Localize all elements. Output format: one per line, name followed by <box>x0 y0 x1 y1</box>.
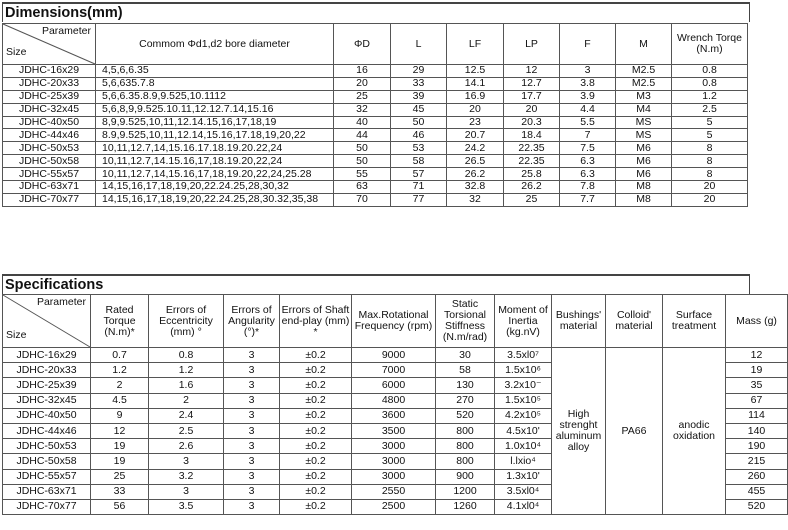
size-cell: JDHC-40x50 <box>3 408 91 423</box>
bore-diameter-cell: 5,6,6.35.8.9,9.525,10.1112 <box>96 90 334 103</box>
dimensions-table <box>2 23 748 207</box>
value-cell: 2500 <box>352 499 436 514</box>
specifications-table <box>2 294 788 515</box>
value-cell: 3.5xl0⁴ <box>495 484 552 499</box>
value-cell: 32.8 <box>447 181 504 194</box>
value-cell: 2.5 <box>672 103 748 116</box>
value-cell: 1260 <box>436 499 495 514</box>
column-header: LP <box>504 24 560 65</box>
value-cell: 2.6 <box>149 439 224 454</box>
value-cell: M3 <box>616 90 672 103</box>
value-cell: 3.2 <box>149 469 224 484</box>
value-cell: 20 <box>672 181 748 194</box>
value-cell: 12.5 <box>447 65 504 78</box>
value-cell: 2.4 <box>149 408 224 423</box>
value-cell: 1200 <box>436 484 495 499</box>
value-cell: ±0.2 <box>280 348 352 363</box>
column-header: Mass (g) <box>726 295 788 348</box>
bore-diameter-cell: 5,6,8,9,9.525.10.11,12.12.7.14,15.16 <box>96 103 334 116</box>
value-cell: 30 <box>436 348 495 363</box>
value-cell: 0.8 <box>149 348 224 363</box>
table-row <box>3 116 748 129</box>
bore-diameter-cell: 14,15,16,17,18,19,20,22.24.25,28,30,32 <box>96 181 334 194</box>
value-cell: ±0.2 <box>280 454 352 469</box>
table-row <box>3 90 748 103</box>
value-cell: 3 <box>224 393 280 408</box>
size-cell: JDHC-70x77 <box>3 499 91 514</box>
value-cell: 22.35 <box>504 142 560 155</box>
value-cell: MS <box>616 129 672 142</box>
mass-cell: 215 <box>726 454 788 469</box>
column-header: M <box>616 24 672 65</box>
value-cell: 23 <box>447 116 504 129</box>
value-cell: 9000 <box>352 348 436 363</box>
value-cell: ±0.2 <box>280 423 352 438</box>
value-cell: 24.2 <box>447 142 504 155</box>
value-cell: 3 <box>224 469 280 484</box>
value-cell: 50 <box>334 142 391 155</box>
column-header: Errors of Angularity (°)* <box>224 295 280 348</box>
value-cell: 33 <box>91 484 149 499</box>
value-cell: M6 <box>616 155 672 168</box>
size-cell: JDHC-44x46 <box>3 129 96 142</box>
value-cell: 7000 <box>352 363 436 378</box>
table-row <box>3 348 788 363</box>
column-header: LF <box>447 24 504 65</box>
value-cell: 3 <box>224 348 280 363</box>
value-cell: M8 <box>616 193 672 206</box>
bore-diameter-cell: 10,11,12.7,14,15.16,17,18,19.20,22,24,25.28 <box>96 168 334 181</box>
bore-diameter-cell: 5,6,635.7.8 <box>96 77 334 90</box>
size-cell: JDHC-32x45 <box>3 393 91 408</box>
mass-cell: 520 <box>726 499 788 514</box>
value-cell: 4.2x10⁵ <box>495 408 552 423</box>
value-cell: 40 <box>334 116 391 129</box>
value-cell: 3.8 <box>560 77 616 90</box>
value-cell: 4.5x10' <box>495 423 552 438</box>
value-cell: ±0.2 <box>280 484 352 499</box>
value-cell: 19 <box>91 439 149 454</box>
value-cell: 25 <box>334 90 391 103</box>
size-cell: JDHC-40x50 <box>3 116 96 129</box>
value-cell: 20.3 <box>504 116 560 129</box>
value-cell: M2.5 <box>616 65 672 78</box>
size-cell: JDHC-55x57 <box>3 168 96 181</box>
value-cell: 2 <box>149 393 224 408</box>
size-cell: JDHC-50x53 <box>3 439 91 454</box>
value-cell: 4800 <box>352 393 436 408</box>
column-header: F <box>560 24 616 65</box>
value-cell: 4.5 <box>91 393 149 408</box>
bore-diameter-cell: 10,11,12.7,14,15.16.17.18.19.20.22,24 <box>96 142 334 155</box>
column-header: Surface treatment <box>663 295 726 348</box>
value-cell: 50 <box>391 116 447 129</box>
column-header: Errors of Shaft end-play (mm) * <box>280 295 352 348</box>
value-cell: M6 <box>616 168 672 181</box>
value-cell: 16.9 <box>447 90 504 103</box>
size-cell: JDHC-63x71 <box>3 484 91 499</box>
value-cell: 3000 <box>352 454 436 469</box>
value-cell: 56 <box>91 499 149 514</box>
value-cell: 32 <box>447 193 504 206</box>
value-cell: 130 <box>436 378 495 393</box>
value-cell: 44 <box>334 129 391 142</box>
value-cell: 55 <box>334 168 391 181</box>
value-cell: 63 <box>334 181 391 194</box>
value-cell: 20 <box>504 103 560 116</box>
column-header: Commom Φd1,d2 bore diameter <box>96 24 334 65</box>
size-cell: JDHC-16x29 <box>3 348 91 363</box>
value-cell: 33 <box>391 77 447 90</box>
value-cell: ±0.2 <box>280 499 352 514</box>
dimensions-title: Dimensions(mm) <box>2 2 750 22</box>
value-cell: 12 <box>504 65 560 78</box>
value-cell: 8 <box>672 142 748 155</box>
value-cell: 39 <box>391 90 447 103</box>
value-cell: M4 <box>616 103 672 116</box>
table-row <box>3 155 748 168</box>
size-cell: JDHC-50x53 <box>3 142 96 155</box>
value-cell: 20 <box>447 103 504 116</box>
value-cell: 1.3x10' <box>495 469 552 484</box>
value-cell: 6.3 <box>560 168 616 181</box>
column-header: ΦD <box>334 24 391 65</box>
mass-cell: 455 <box>726 484 788 499</box>
table-row <box>3 65 748 78</box>
value-cell: 26.2 <box>504 181 560 194</box>
column-header: Colloid' material <box>606 295 663 348</box>
column-header: Errors of Eccentricity (mm) ° <box>149 295 224 348</box>
bore-diameter-cell: 4,5,6,6.35 <box>96 65 334 78</box>
mass-cell: 140 <box>726 423 788 438</box>
value-cell: 25 <box>504 193 560 206</box>
mass-cell: 35 <box>726 378 788 393</box>
value-cell: 1.2 <box>672 90 748 103</box>
value-cell: 18.4 <box>504 129 560 142</box>
value-cell: 8 <box>672 168 748 181</box>
column-header: Static Torsional Stiffness (N.m/rad) <box>436 295 495 348</box>
value-cell: 3.9 <box>560 90 616 103</box>
value-cell: 3 <box>224 378 280 393</box>
value-cell: 900 <box>436 469 495 484</box>
value-cell: 3600 <box>352 408 436 423</box>
table-row <box>3 181 748 194</box>
value-cell: 4.1xl0⁴ <box>495 499 552 514</box>
value-cell: 3 <box>149 484 224 499</box>
value-cell: 0.8 <box>672 77 748 90</box>
value-cell: 12.7 <box>504 77 560 90</box>
value-cell: 3 <box>224 439 280 454</box>
size-cell: JDHC-20x33 <box>3 77 96 90</box>
value-cell: 3000 <box>352 439 436 454</box>
surface-treatment-cell: anodic oxidation <box>663 348 726 515</box>
size-cell: JDHC-55x57 <box>3 469 91 484</box>
value-cell: 7.5 <box>560 142 616 155</box>
value-cell: ±0.2 <box>280 469 352 484</box>
value-cell: 7.7 <box>560 193 616 206</box>
value-cell: 25.8 <box>504 168 560 181</box>
bushings-material-cell: High strenght aluminum alloy <box>552 348 606 515</box>
value-cell: 26.2 <box>447 168 504 181</box>
value-cell: 70 <box>334 193 391 206</box>
bore-diameter-cell: 8.9,9.525,10,11,12.14,15.16,17.18,19,20,22 <box>96 129 334 142</box>
table-row <box>3 142 748 155</box>
size-cell: JDHC-70x77 <box>3 193 96 206</box>
value-cell: M8 <box>616 181 672 194</box>
table-row <box>3 103 748 116</box>
bore-diameter-cell: 14,15,16,17,18,19,20,22.24.25,28,30.32,35,38 <box>96 193 334 206</box>
mass-cell: 12 <box>726 348 788 363</box>
value-cell: 9 <box>91 408 149 423</box>
size-cell: JDHC-25x39 <box>3 90 96 103</box>
specifications-corner-cell <box>3 295 91 348</box>
value-cell: 20 <box>672 193 748 206</box>
value-cell: 57 <box>391 168 447 181</box>
dimensions-header-row <box>3 24 748 65</box>
column-header: Wrench Torqe (N.m) <box>672 24 748 65</box>
size-cell: JDHC-50x58 <box>3 454 91 469</box>
dimensions-body <box>3 65 748 207</box>
value-cell: 17.7 <box>504 90 560 103</box>
value-cell: M2.5 <box>616 77 672 90</box>
mass-cell: 190 <box>726 439 788 454</box>
value-cell: 800 <box>436 423 495 438</box>
value-cell: 77 <box>391 193 447 206</box>
value-cell: 7.8 <box>560 181 616 194</box>
value-cell: 3500 <box>352 423 436 438</box>
value-cell: 3 <box>224 408 280 423</box>
column-header: Max.Rotational Frequency (rpm) <box>352 295 436 348</box>
value-cell: 7 <box>560 129 616 142</box>
value-cell: 12 <box>91 423 149 438</box>
corner-size-label: Size <box>6 329 27 341</box>
size-cell: JDHC-50x58 <box>3 155 96 168</box>
mass-cell: 260 <box>726 469 788 484</box>
value-cell: 26.5 <box>447 155 504 168</box>
value-cell: 22.35 <box>504 155 560 168</box>
value-cell: 3 <box>560 65 616 78</box>
value-cell: 5 <box>672 116 748 129</box>
mass-cell: 67 <box>726 393 788 408</box>
value-cell: ±0.2 <box>280 439 352 454</box>
column-header: Moment of Inertia (kg.nV) <box>495 295 552 348</box>
value-cell: 800 <box>436 439 495 454</box>
value-cell: 3 <box>224 454 280 469</box>
value-cell: 2550 <box>352 484 436 499</box>
value-cell: 3 <box>224 484 280 499</box>
value-cell: 53 <box>391 142 447 155</box>
value-cell: 8 <box>672 155 748 168</box>
value-cell: 4.4 <box>560 103 616 116</box>
value-cell: 25 <box>91 469 149 484</box>
value-cell: 3000 <box>352 469 436 484</box>
value-cell: 19 <box>91 454 149 469</box>
bore-diameter-cell: 10,11,12.7,14.15.16,17,18.19.20,22,24 <box>96 155 334 168</box>
value-cell: 1.0x10⁴ <box>495 439 552 454</box>
value-cell: ±0.2 <box>280 363 352 378</box>
value-cell: 3.5 <box>149 499 224 514</box>
value-cell: 5 <box>672 129 748 142</box>
value-cell: 1.2 <box>91 363 149 378</box>
value-cell: M6 <box>616 142 672 155</box>
value-cell: 1.2 <box>149 363 224 378</box>
value-cell: 32 <box>334 103 391 116</box>
value-cell: ±0.2 <box>280 408 352 423</box>
value-cell: 71 <box>391 181 447 194</box>
value-cell: 29 <box>391 65 447 78</box>
value-cell: 1.5x10⁶ <box>495 363 552 378</box>
value-cell: 5.5 <box>560 116 616 129</box>
size-cell: JDHC-25x39 <box>3 378 91 393</box>
specifications-title: Specifications <box>2 274 750 294</box>
mass-cell: 19 <box>726 363 788 378</box>
value-cell: 3 <box>149 454 224 469</box>
value-cell: 50 <box>334 155 391 168</box>
corner-parameter-label: Parameter <box>36 296 86 308</box>
value-cell: 3 <box>224 499 280 514</box>
specifications-body <box>3 348 788 515</box>
value-cell: 58 <box>391 155 447 168</box>
value-cell: MS <box>616 116 672 129</box>
value-cell: ±0.2 <box>280 393 352 408</box>
table-row <box>3 129 748 142</box>
bore-diameter-cell: 8,9,9.525,10,11,12.14.15,16,17,18,19 <box>96 116 334 129</box>
value-cell: 6000 <box>352 378 436 393</box>
value-cell: ±0.2 <box>280 378 352 393</box>
size-cell: JDHC-16x29 <box>3 65 96 78</box>
value-cell: 45 <box>391 103 447 116</box>
column-header: Rated Torque (N.m)* <box>91 295 149 348</box>
value-cell: 270 <box>436 393 495 408</box>
size-cell: JDHC-44x46 <box>3 423 91 438</box>
table-row <box>3 193 748 206</box>
colloid-material-cell: PA66 <box>606 348 663 515</box>
value-cell: 1.5x10⁵ <box>495 393 552 408</box>
column-header: L <box>391 24 447 65</box>
corner-parameter-label: Parameter <box>41 25 91 37</box>
value-cell: 20 <box>334 77 391 90</box>
value-cell: 3 <box>224 423 280 438</box>
value-cell: 20.7 <box>447 129 504 142</box>
size-cell: JDHC-63x71 <box>3 181 96 194</box>
value-cell: 3.5xl0⁷ <box>495 348 552 363</box>
mass-cell: 114 <box>726 408 788 423</box>
size-cell: JDHC-32x45 <box>3 103 96 116</box>
value-cell: 800 <box>436 454 495 469</box>
value-cell: 3 <box>224 363 280 378</box>
value-cell: 520 <box>436 408 495 423</box>
value-cell: 46 <box>391 129 447 142</box>
value-cell: 6.3 <box>560 155 616 168</box>
column-header: Bushings' material <box>552 295 606 348</box>
table-row <box>3 77 748 90</box>
value-cell: 16 <box>334 65 391 78</box>
dimensions-corner-cell <box>3 24 96 65</box>
value-cell: 1.6 <box>149 378 224 393</box>
value-cell: 14.1 <box>447 77 504 90</box>
value-cell: 0.8 <box>672 65 748 78</box>
table-row <box>3 168 748 181</box>
corner-size-label: Size <box>6 46 27 58</box>
specifications-header-row <box>3 295 788 348</box>
value-cell: 3.2x10⁻ <box>495 378 552 393</box>
value-cell: 2 <box>91 378 149 393</box>
value-cell: 0.7 <box>91 348 149 363</box>
size-cell: JDHC-20x33 <box>3 363 91 378</box>
value-cell: 58 <box>436 363 495 378</box>
value-cell: l.lxio⁴ <box>495 454 552 469</box>
value-cell: 2.5 <box>149 423 224 438</box>
